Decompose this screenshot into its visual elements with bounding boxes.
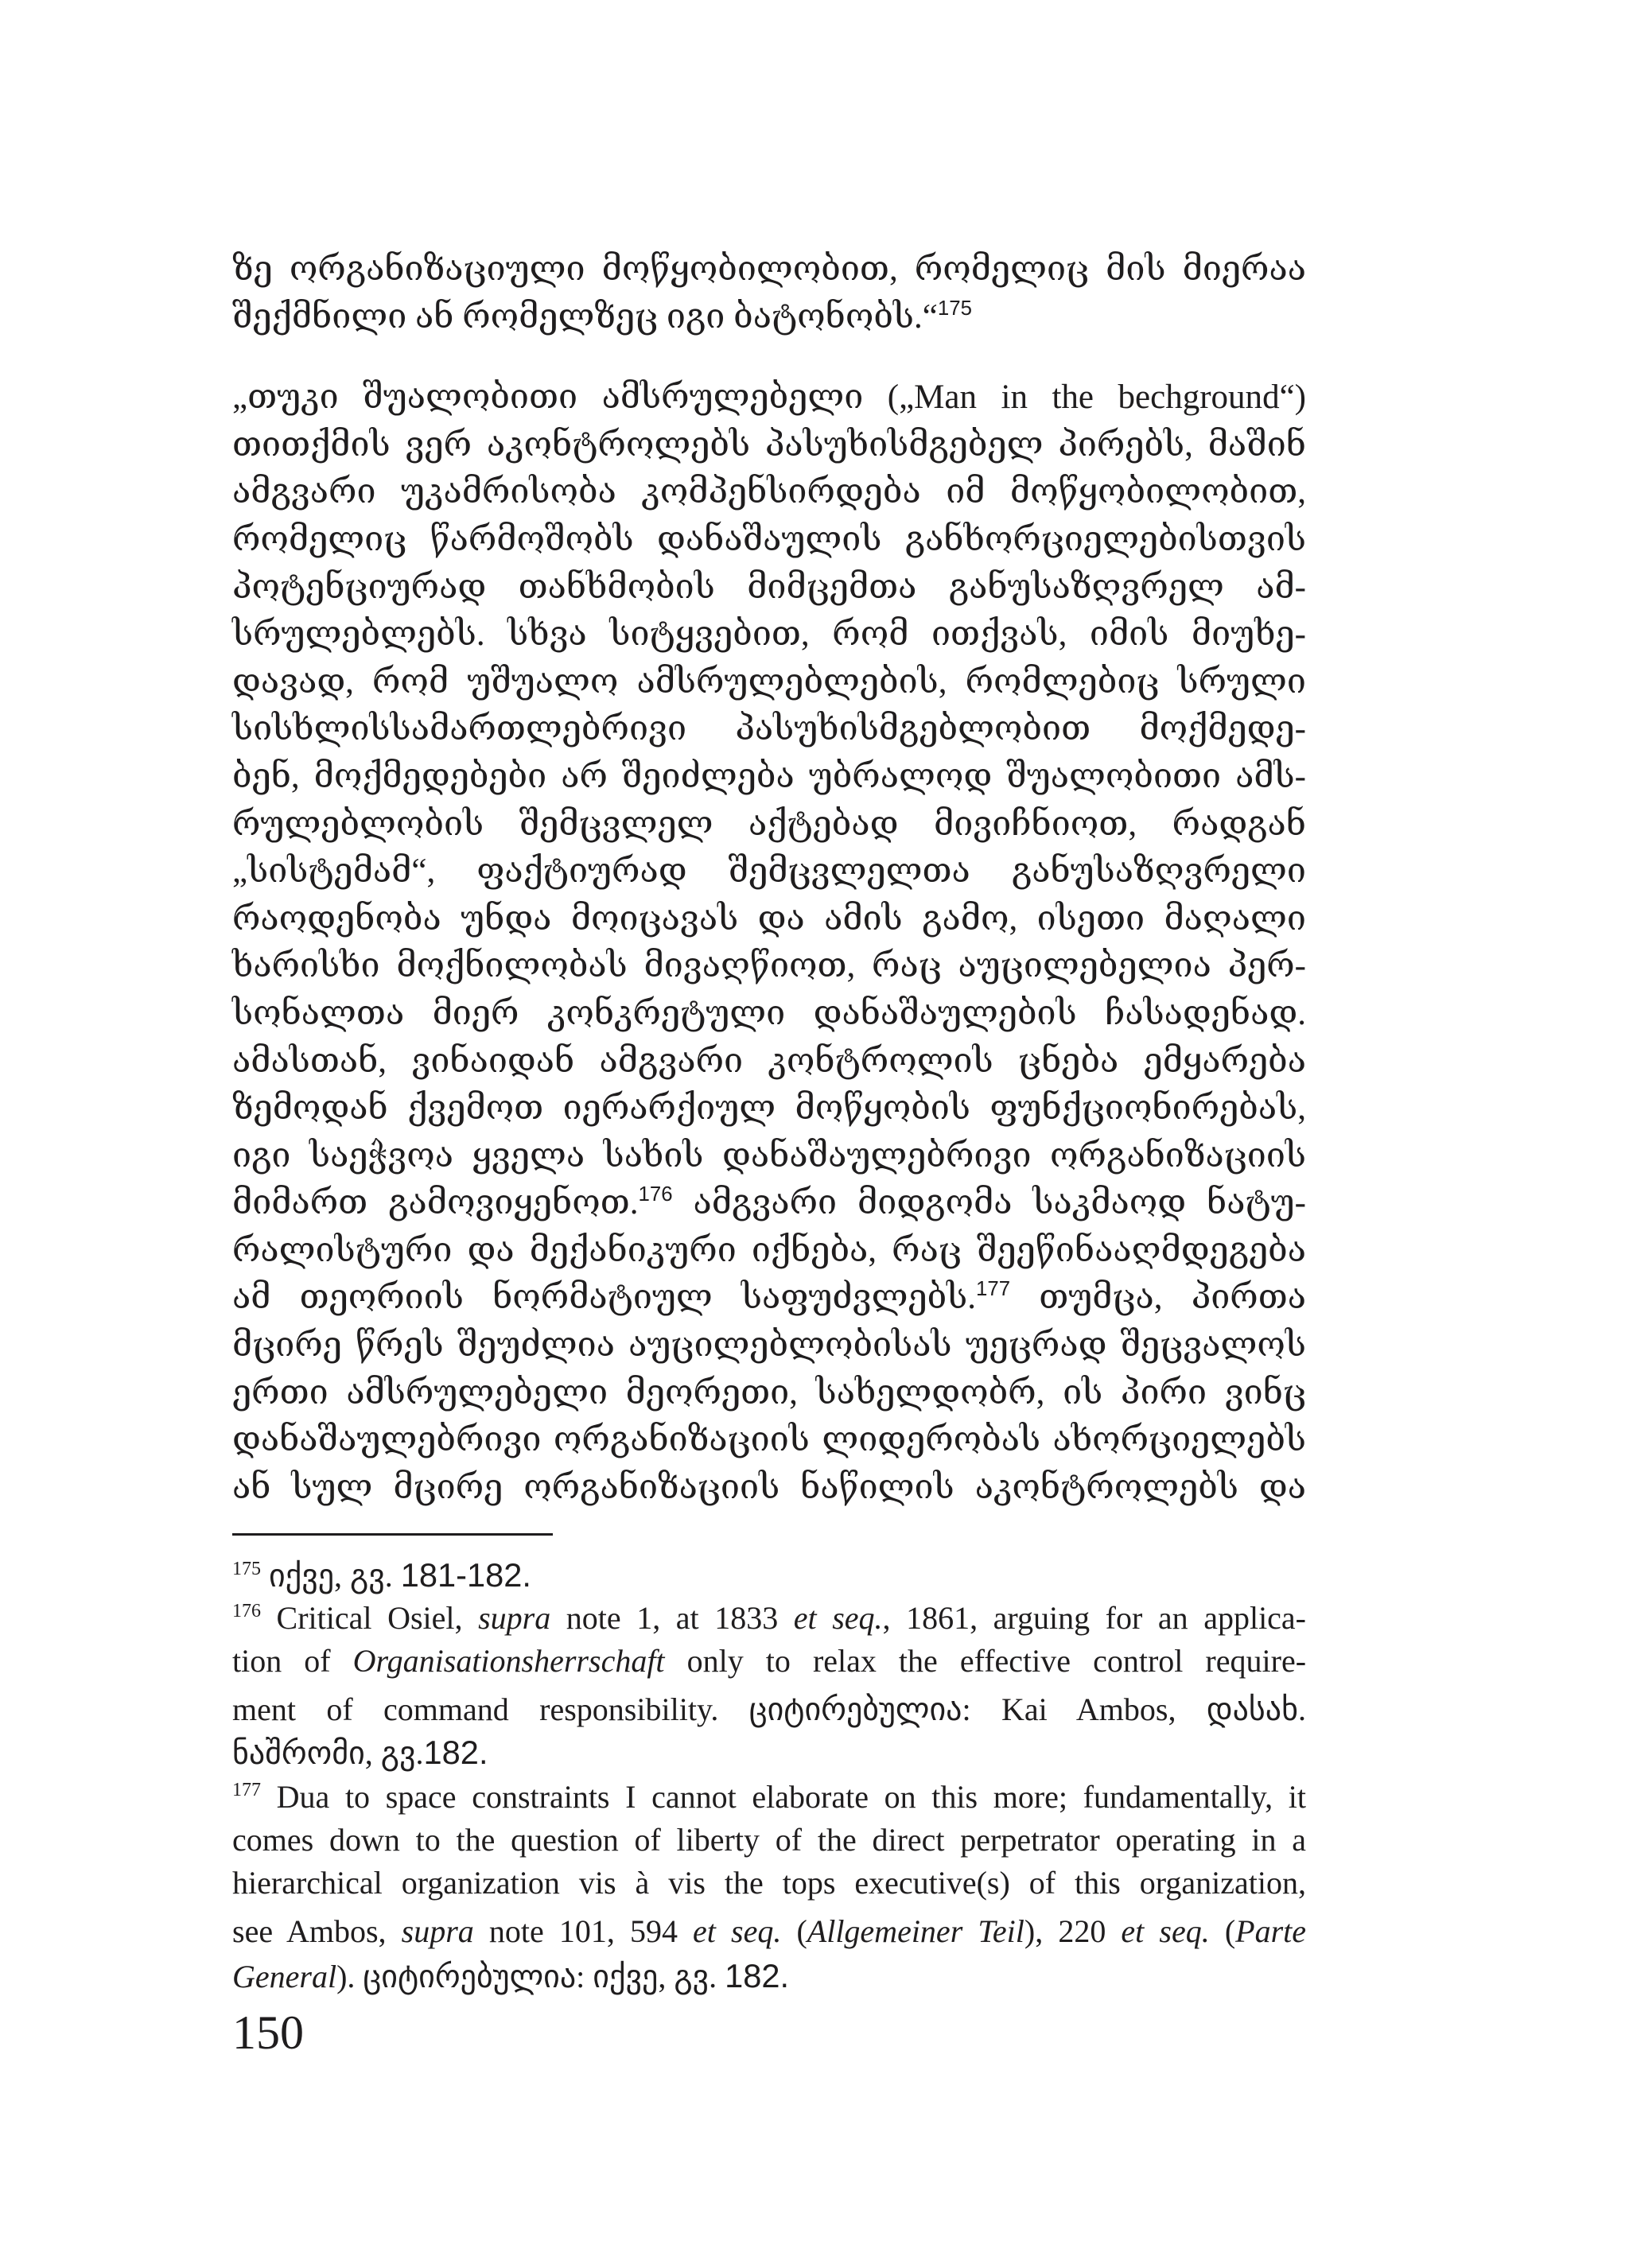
text-line: „თუკი შუალობითი ამსრულებელი („Man in the bechground“) xyxy=(232,379,1306,417)
text-segment: მიმართ გამოვიყენოთ. xyxy=(232,1184,639,1222)
text-segment: ამ თეორიის ნორმატიულ საფუძვლებს. xyxy=(232,1279,977,1317)
footnote-line xyxy=(232,1862,1306,1905)
text-line: ან სულ მცირე ორგანიზაციის ნაწილის აკონტროლებს და xyxy=(232,1468,1306,1506)
text-segment: see Ambos, xyxy=(232,1913,402,1949)
italic-text: et seq. xyxy=(693,1913,782,1949)
text-line: ამასთან, ვინაიდან ამგვარი კონტროლის ცნება ემყარება xyxy=(232,1042,1306,1080)
text-line: იგი საეჭვოა ყველა სახის დანაშაულებრივი ორგანიზაციის xyxy=(232,1136,1306,1175)
footnote-number: 176 xyxy=(232,1601,261,1622)
footnotes xyxy=(232,1554,1306,1998)
page-reference: 182. xyxy=(423,1734,488,1771)
text-segment: comes down to the question of liberty of the direct perpetrator operating in a xyxy=(232,1822,1306,1858)
text-line xyxy=(232,1274,1306,1322)
text-segment: Critical Osiel, xyxy=(261,1600,479,1636)
text-line: „სისტემამ“, ფაქტიურად შემცვლელთა განუსაზღვრელი xyxy=(232,852,1306,891)
footnote-line xyxy=(232,1554,1306,1597)
footnote-ref: 177 xyxy=(976,1278,1011,1301)
footnote-line xyxy=(232,1640,1306,1683)
italic-text: Allgemeiner Teil xyxy=(807,1913,1024,1949)
italic-text: et seq. xyxy=(793,1600,883,1636)
text-line: პოტენციურად თანხმობის მიმცემთა განუსაზღვრელ ამ- xyxy=(232,568,1306,606)
footnote-line xyxy=(232,1688,1306,1731)
footnote-line xyxy=(232,1910,1306,1953)
text-line: თითქმის ვერ აკონტროლებს პასუხისმგებელ პირებს, მაშინ xyxy=(232,425,1306,464)
text-line: სრულებლებს. სხვა სიტყვებით, რომ ითქვას, იმის მიუხე- xyxy=(232,616,1306,654)
text-line: ზე ორგანიზაციული მოწყობილობით, რომელიც მის მიერაა xyxy=(232,250,1306,288)
text-segment: ( xyxy=(1209,1913,1236,1949)
footnote-line xyxy=(232,1955,1306,1998)
footnote-ref: 176 xyxy=(638,1183,673,1206)
text-segment: hierarchical organization vis à vis the tops executive(s) of this organization, xyxy=(232,1865,1306,1901)
text-line: ბენ, მოქმედებები არ შეიძლება უბრალოდ შუალობითი ამს- xyxy=(232,757,1306,795)
text-segment: იქვე, გვ. xyxy=(261,1558,401,1594)
footnote xyxy=(232,1554,1306,1597)
page-reference: 182. xyxy=(725,1957,790,1994)
footnote-line xyxy=(232,1819,1306,1862)
footnote xyxy=(232,1776,1306,1998)
text-segment: ამგვარი მიდგომა საკმაოდ ნატუ- xyxy=(672,1184,1306,1222)
text-line: რომელიც წარმოშობს დანაშაულის განხორციელებისთვის xyxy=(232,520,1306,558)
text-line: ხარისხი მოქნილობას მივაღწიოთ, რაც აუცილებელია პერ- xyxy=(232,947,1306,985)
italic-text: Organisationsherrschaft xyxy=(352,1643,665,1679)
text-line: მცირე წრეს შეუძლია აუცილებლობისას უეცრად შეცვალოს xyxy=(232,1326,1306,1365)
text-segment: ), 220 xyxy=(1024,1913,1122,1949)
italic-text: supra xyxy=(401,1913,474,1949)
footnote-ref: 175 xyxy=(937,297,972,320)
text-segment: ment of command responsibility. ციტირებულია: Kai Ambos, დასახ. xyxy=(232,1691,1306,1727)
text-segment: , 1861, arguing for an applica- xyxy=(882,1600,1307,1636)
page-reference: 181-182. xyxy=(400,1556,531,1594)
italic-text: supra xyxy=(478,1600,551,1636)
footnote-line xyxy=(232,1776,1306,1819)
footnote-separator xyxy=(232,1533,553,1536)
text-line: სისხლისსამართლებრივი პასუხისმგებლობით მოქმედე- xyxy=(232,710,1306,748)
text-segment: ( xyxy=(781,1913,807,1949)
body-text xyxy=(232,246,1306,1511)
text-segment: note 1, at 1833 xyxy=(550,1600,794,1636)
text-segment: only to relax the effective control require- xyxy=(664,1643,1307,1679)
footnote xyxy=(232,1597,1306,1774)
text-line: ერთი ამსრულებელი მეორეთი, სახელდობრ, ის პირი ვინც xyxy=(232,1373,1306,1412)
text-line xyxy=(232,1179,1306,1227)
text-line: ზემოდან ქვემოთ იერარქიულ მოწყობის ფუნქციონირებას, xyxy=(232,1089,1306,1128)
text-segment: ნაშრომი, გვ. xyxy=(232,1735,424,1771)
text-segment: შექმნილი ან რომელზეც იგი ბატონობს.“ xyxy=(232,297,938,336)
text-segment: თუმცა, პირთა xyxy=(1010,1279,1306,1317)
text-line: რალისტური და მექანიკური იქნება, რაც შეეწინააღმდეგება xyxy=(232,1231,1306,1269)
footnote-line xyxy=(232,1597,1306,1640)
text-line xyxy=(232,293,1306,341)
text-line: სონალთა მიერ კონკრეტული დანაშაულების ჩასადენად. xyxy=(232,994,1306,1032)
text-line: ამგვარი უკამრისობა კომპენსირდება იმ მოწყობილობით, xyxy=(232,473,1306,511)
footnote-line xyxy=(232,1731,1306,1774)
italic-text: Parte xyxy=(1235,1913,1307,1949)
text-segment: Dua to space constraints I cannot elaborate on this more; fundamentally, it xyxy=(261,1779,1306,1815)
text-line: დანაშაულებრივი ორგანიზაციის ლიდერობას ახორციელებს xyxy=(232,1421,1306,1459)
text-segment: ). ციტირებულია: იქვე, გვ. xyxy=(336,1959,725,1994)
italic-text: General xyxy=(232,1959,337,1994)
text-line: რულებლობის შემცვლელ აქტებად მივიჩნიოთ, რადგან xyxy=(232,805,1306,843)
footnote-number: 175 xyxy=(232,1559,261,1580)
text-line: რაოდენობა უნდა მოიცავას და ამის გამო, ისეთი მაღალი xyxy=(232,899,1306,938)
paragraph xyxy=(232,374,1306,1511)
italic-text: et seq. xyxy=(1121,1913,1210,1949)
text-segment: note 101, 594 xyxy=(473,1913,694,1949)
paragraph xyxy=(232,246,1306,340)
page-number: 150 xyxy=(232,2006,304,2059)
text-line: დავად, რომ უშუალო ამსრულებლების, რომლებიც სრული xyxy=(232,662,1306,701)
footnote-number: 177 xyxy=(232,1780,261,1801)
text-segment: tion of xyxy=(232,1643,353,1679)
